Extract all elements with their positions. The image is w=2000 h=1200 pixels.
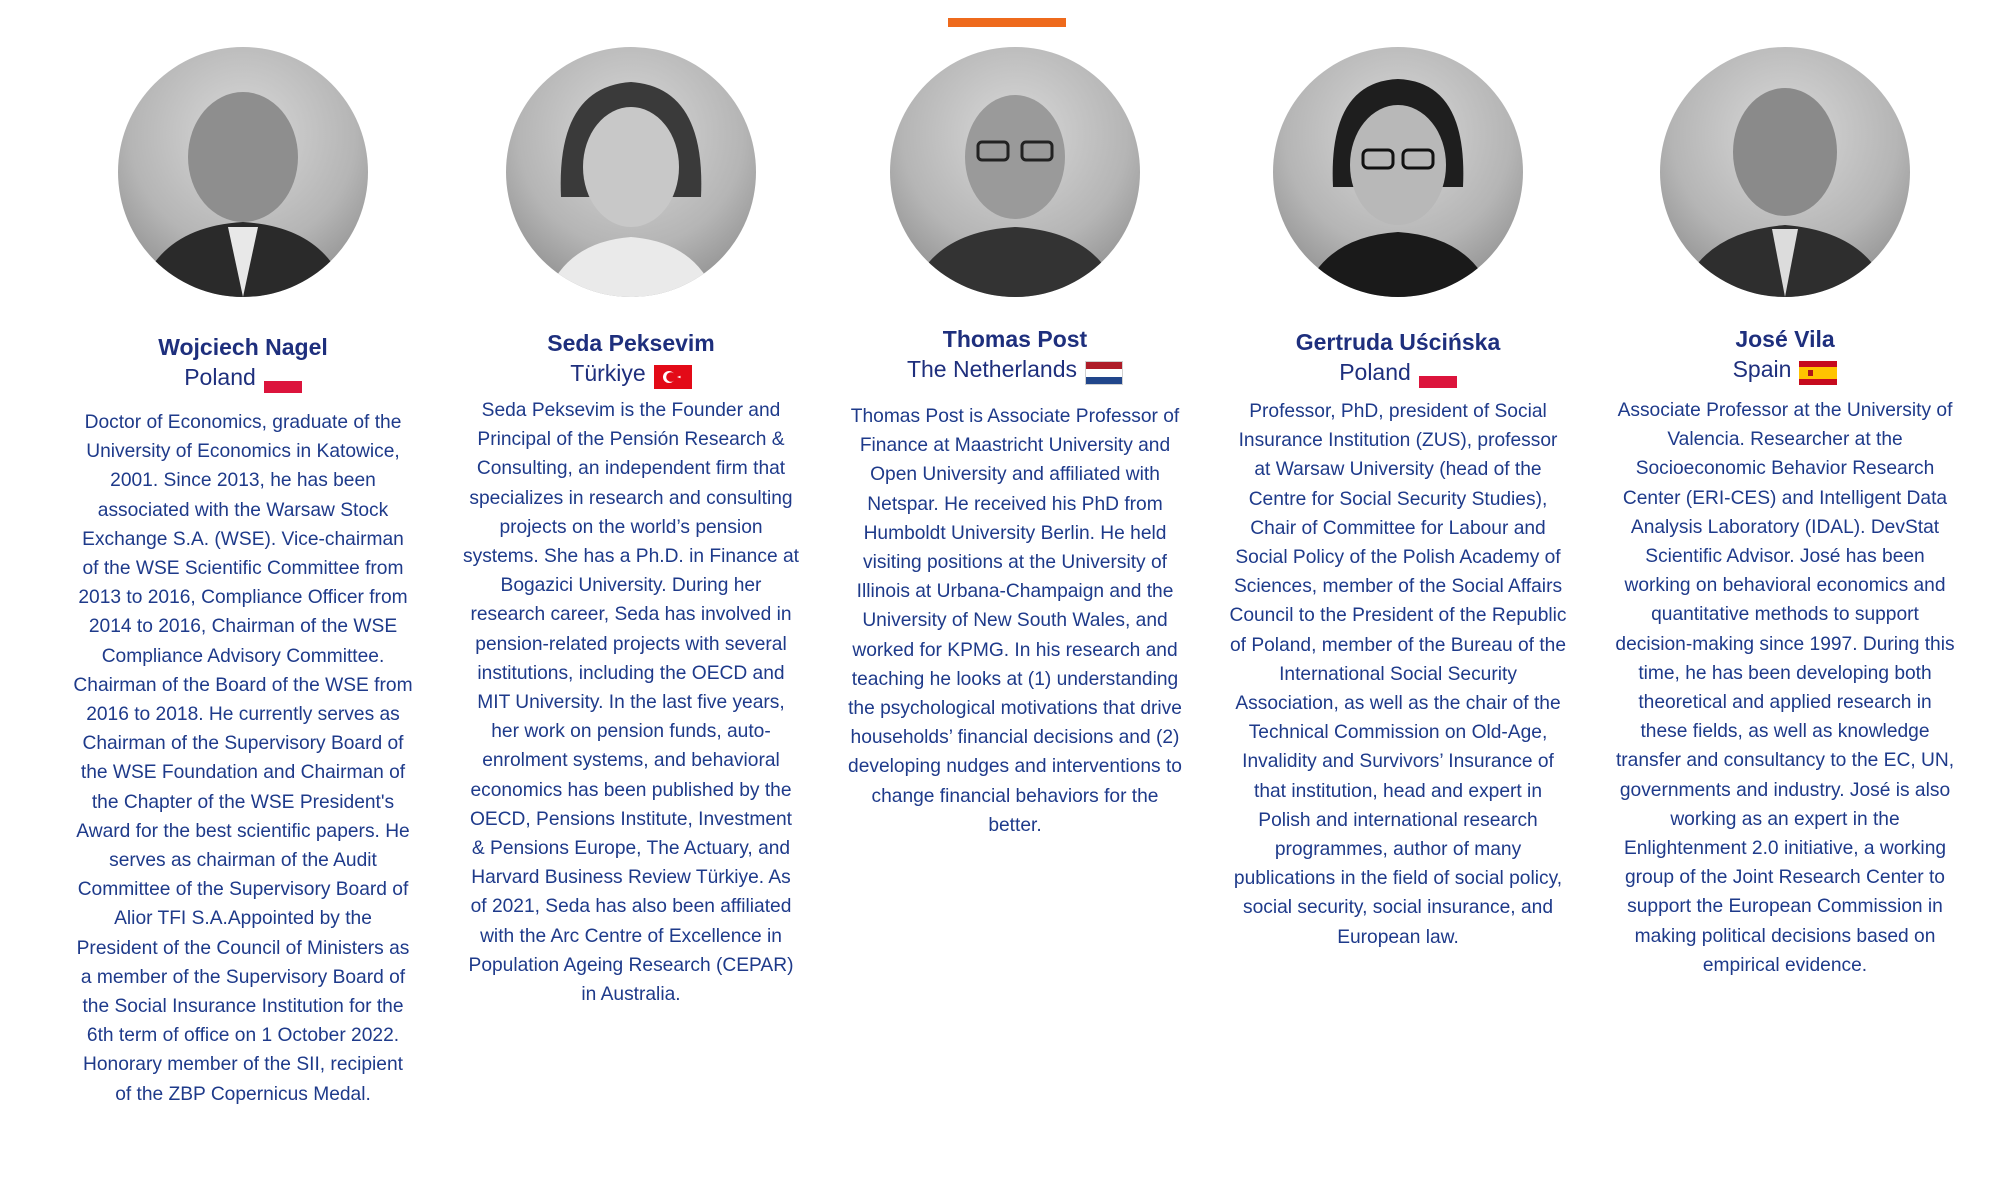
speaker-bio: Doctor of Economics, graduate of the University of Economics in Katowice, 2001. Since 2013, he has been associated with the Warsaw Stock Exchange S.A. (WSE). Vice-chairman of the WSE Scientific Committee from 2013 to 2016, Compliance Officer from 2014 to 2016, Chairman of the WSE Compliance Advisory Committee. Chairman of the Board of the WSE from 2016 to 2018. He currently serves as Chairman of the Supervisory Board of the WSE Foundation and Chairman of the Chapter of the WSE President's Award for the best scientific papers. He serves as chairman of the Audit Committee of the Supervisory Board of Alior TFI S.A.Appointed by the President of the Council of Ministers as a member of the Supervisory Board of the Social Insurance Institution for the 6th term of office on 1 October 2022. Honorary member of the SII, recipient of the ZBP Copernicus Medal. [73, 412, 413, 1105]
speaker-name: Seda Peksevim [547, 330, 715, 356]
speaker-photo [890, 47, 1140, 297]
speaker-bio: Professor, PhD, president of Social Insurance Institution (ZUS), professor at Warsaw University (head of the Centre for Social Security Studies), Chair of Committee for Labour and Social Policy of the Polish Academy of Sciences, member of the Social Affairs Council to the President of the Republic of Poland, member of the Bureau of the International Social Security Association, as well as the chair of the Technical Commission on Old-Age, Invalidity and Survivors’ Insurance of that institution, head and expert in Polish and international research programmes, author of many publications in the field of social policy, social security, social insurance, and European law. [1229, 401, 1567, 948]
speaker-country [570, 358, 691, 388]
speaker-country [1339, 357, 1457, 387]
speaker-country [907, 354, 1123, 384]
speaker-card [461, 47, 801, 1009]
country-label: The Netherlands [906, 356, 1078, 382]
speaker-name: Thomas Post [942, 326, 1088, 352]
netherlands-flag-icon [1085, 361, 1123, 385]
speaker-name: José Vila [1735, 326, 1835, 352]
spain-flag-icon [1799, 361, 1837, 385]
speaker-card [73, 47, 413, 1109]
speaker-bio: Thomas Post is Associate Professor of Finance at Maastricht University and Open University and affiliated with Netspar. He received his PhD from Humboldt University Berlin. He held visiting positions at the University of Illinois at Urbana-Champaign and the University of New South Wales, and worked for KPMG. In his research and teaching he looks at (1) understanding the psychological motivations that drive households’ financial decisions and (2) developing nudges and interventions to change financial behaviors for the better. [848, 406, 1182, 836]
poland-flag-icon [264, 369, 302, 393]
poland-flag-icon [1419, 364, 1457, 388]
speaker-name: Wojciech Nagel [158, 334, 328, 360]
speaker-card [845, 47, 1185, 840]
speaker-photo [1273, 47, 1523, 297]
speaker-card [1228, 47, 1568, 952]
country-label: Spain [1732, 356, 1792, 382]
turkey-flag-icon [654, 365, 692, 389]
country-label: Türkiye [570, 360, 646, 386]
speaker-photo [118, 47, 368, 297]
speaker-country [184, 362, 302, 392]
country-label: Poland [184, 364, 256, 390]
accent-bar [948, 18, 1066, 27]
country-label: Poland [1339, 359, 1411, 385]
speaker-bio: Associate Professor at the University of Valencia. Researcher at the Socioeconomic Behavior Research Center (ERI-CES) and Intelligent Data Analysis Laboratory (IDAL). DevStat Scientific Advisor. José has been working on behavioral economics and quantitative methods to support decision-making since 1997. During this time, he has been developing both theoretical and applied research in these fields, as well as knowledge transfer and consultancy to the EC, UN, governments and industry. José is also working as an expert in the Enlightenment 2.0 initiative, a working group of the Joint Research Center to support the European Commission in making political decisions based on empirical evidence. [1615, 400, 1955, 976]
speaker-bio: Seda Peksevim is the Founder and Principal of the Pensión Research & Consulting, an independent firm that specializes in research and consulting projects on the world’s pension systems. She has a Ph.D. in Finance at Bogazici University. During her research career, Seda has involved in pension-related projects with several institutions, including the OECD and MIT University. In the last five years, her work on pension funds, auto-enrolment systems, and behavioral economics has been published by the OECD, Pensions Institute, Investment & Pensions Europe, The Actuary, and Harvard Business Review Türkiye. As of 2021, Seda has also been affiliated with the Arc Centre of Excellence in Population Ageing Research (CEPAR) in Australia. [463, 400, 799, 1006]
speaker-photo [1660, 47, 1910, 297]
speaker-country [1733, 354, 1838, 384]
speaker-card [1615, 47, 1955, 980]
speaker-photo [506, 47, 756, 297]
speaker-name: Gertruda Uścińska [1295, 329, 1501, 355]
